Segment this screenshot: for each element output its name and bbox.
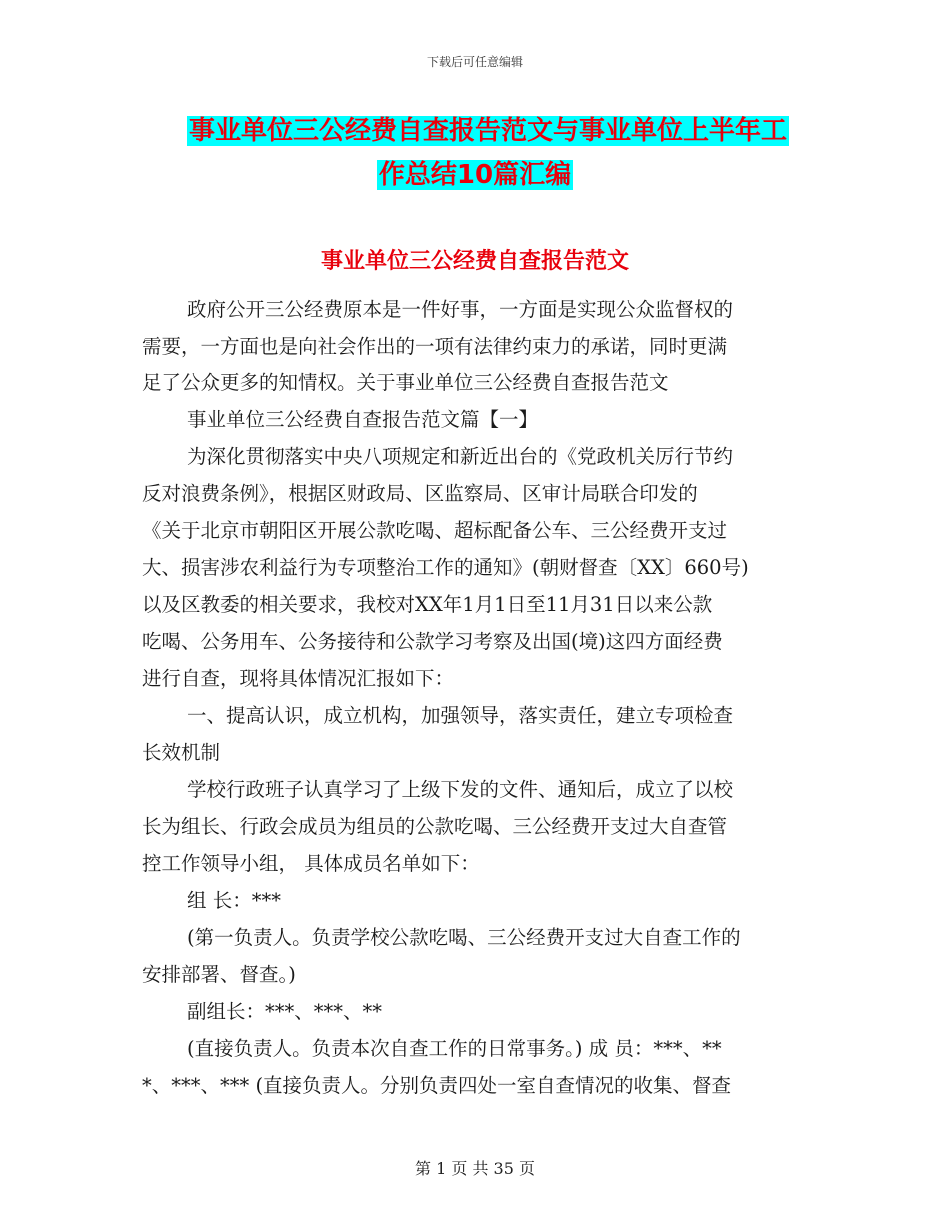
body-line: 一、提高认识，成立机构，加强领导，落实责任，建立专项检查 (187, 704, 734, 727)
body-line: 控工作领导小组， 具体成员名单如下： (142, 852, 480, 875)
body-line: 进行自查，现将具体情况汇报如下： (142, 667, 455, 690)
body-line: 组 长：*** (187, 889, 281, 912)
body-line: *、***、*** (直接负责人。分别负责四处一室自查情况的收集、督查 (142, 1074, 732, 1097)
body-line: 为深化贯彻落实中央八项规定和新近出台的《党政机关厉行节约 (187, 445, 734, 468)
page-number-footer: 第 1 页 共 35 页 (415, 1159, 535, 1178)
body-line: 学校行政班子认真学习了上级下发的文件、通知后，成立了以校 (187, 778, 734, 801)
body-line: 以及区教委的相关要求，我校对XX年1月1日至11月31日以来公款 (142, 593, 713, 616)
body-line: 副组长：***、***、** (187, 1000, 383, 1023)
body-line: 需要，一方面也是向社会作出的一项有法律约束力的承诺，同时更满 (142, 335, 728, 358)
body-line: 大、损害涉农利益行为专项整治工作的通知》(朝财督查〔XX〕660号) (142, 556, 749, 579)
document-title-line-1: 事业单位三公经费自查报告范文与事业单位上半年工 (188, 116, 787, 146)
body-line: 政府公开三公经费原本是一件好事，一方面是实现公众监督权的 (187, 298, 734, 321)
body-line: 事业单位三公经费自查报告范文篇【一】 (187, 408, 539, 431)
body-line: 安排部署、督查。) (142, 963, 296, 986)
body-line: 《关于北京市朝阳区开展公款吃喝、超标配备公车、三公经费开支过 (142, 519, 728, 542)
body-line: 长为组长、行政会成员为组员的公款吃喝、三公经费开支过大自查管 (142, 815, 728, 838)
body-line: (直接负责人。负责本次自查工作的日常事务。) 成 员：***、** (187, 1037, 722, 1060)
body-line: 足了公众更多的知情权。关于事业单位三公经费自查报告范文 (142, 371, 669, 394)
document-title-line-2: 作总结10篇汇编 (378, 160, 572, 190)
body-line: (第一负责人。负责学校公款吃喝、三公经费开支过大自查工作的 (187, 926, 741, 949)
section-title: 事业单位三公经费自查报告范文 (320, 249, 629, 274)
body-line: 吃喝、公务用车、公务接待和公款学习考察及出国(境)这四方面经费 (142, 630, 723, 653)
header-note: 下载后可任意编辑 (426, 55, 523, 69)
body-line: 长效机制 (142, 741, 221, 764)
body-line: 反对浪费条例》，根据区财政局、区监察局、区审计局联合印发的 (142, 482, 698, 505)
